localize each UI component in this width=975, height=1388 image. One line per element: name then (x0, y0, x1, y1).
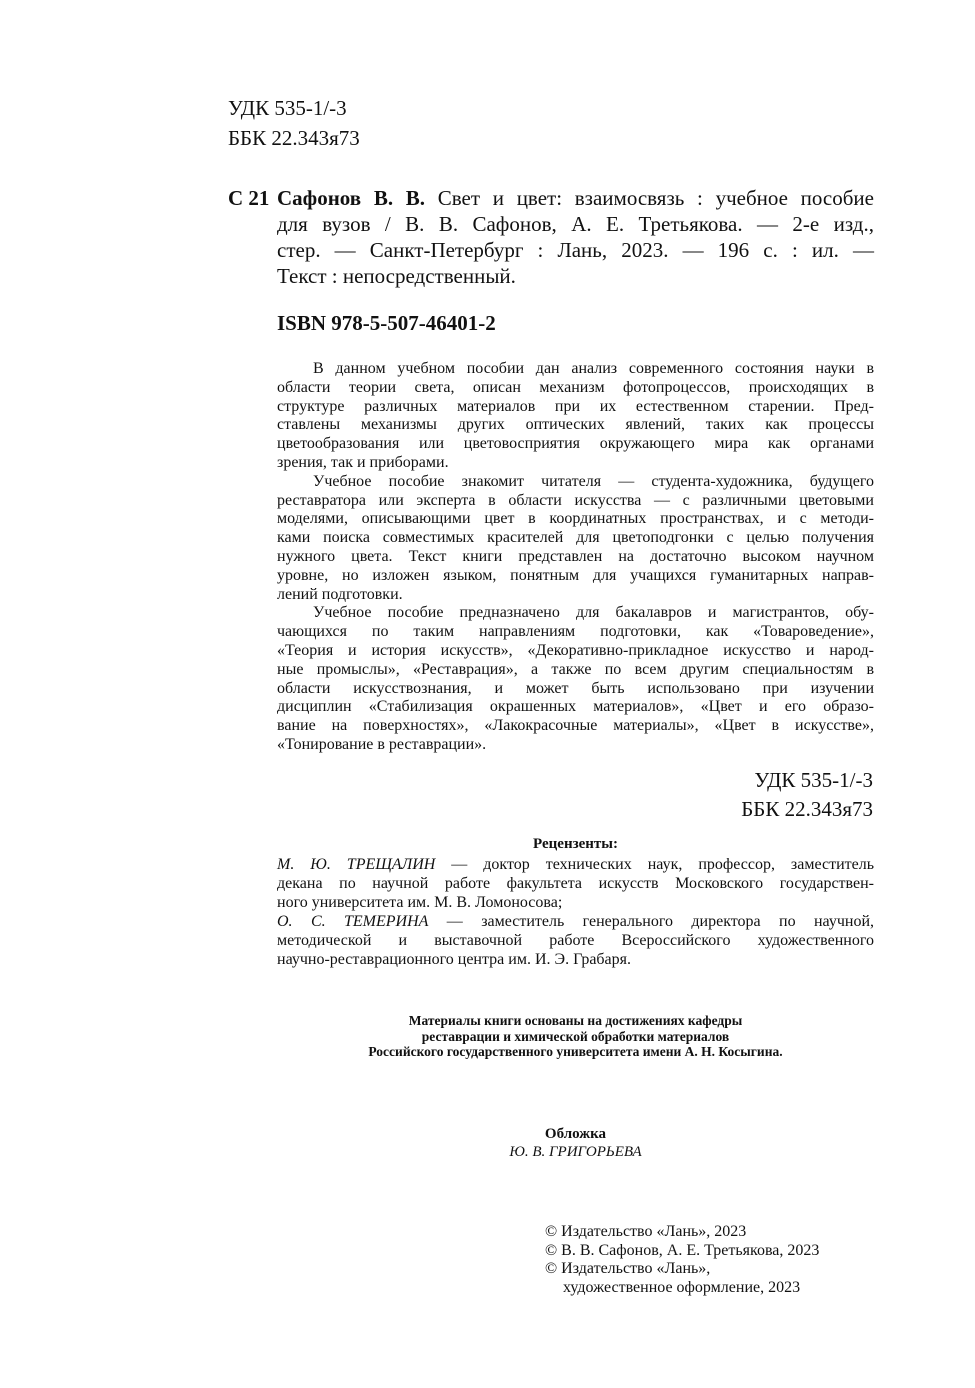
bbk-code: ББК 22.343я73 (741, 797, 873, 821)
annotation-line: зрения, так и приборами. (277, 453, 449, 471)
annotation-line: уровне, но изложен языком, понятным для учащихся гуманитарных направ- (277, 566, 874, 584)
copyright-block (545, 1223, 875, 1297)
reviewer-1-name: М. Ю. ТРЕЩАЛИН (277, 856, 436, 873)
reviewer-2-name: О. С. ТЕМЕРИНА (277, 913, 429, 930)
annotation-line: Учебное пособие предназначено для бакалавров и магистрантов, обу- (313, 604, 874, 622)
annotation-line: дисциплин «Стабилизация окрашенных материалов», «Цвет и его образо- (277, 698, 874, 716)
institution-note (277, 1013, 874, 1060)
catalog-entry (277, 185, 874, 289)
annotation-line: ные промыслы», «Реставрация», а также по всем другим специальностям в (277, 660, 874, 678)
annotation-line: чающихся по таким направлениям подготовки, как «Товароведение», (277, 623, 874, 641)
reviewer-2-desc: — заместитель генерального директора по научной, (428, 913, 874, 930)
reviewers-heading: Рецензенты: (533, 836, 618, 852)
catalog-line-2: для вузов / В. В. Сафонов, А. Е. Третьякова. — 2-е изд., (277, 212, 874, 236)
annotation-line: Учебное пособие знакомит читателя — студента-художника, будущего (313, 472, 874, 490)
cover-designer: Ю. В. ГРИГОРЬЕВА (509, 1144, 642, 1160)
annotation-line: области теории света, описан механизм фотопроцессов, происходящих в (277, 378, 874, 396)
annotation-line: цветообразования или цветовосприятия окружающего мира как органами (277, 435, 874, 453)
copyright-line-2: © В. В. Сафонов, А. Е. Третьякова, 2023 (545, 1241, 820, 1259)
annotation-line: моделями, описывающими цвет в координатных пространствах, и с методи- (277, 510, 874, 528)
catalog-line-4: Текст : непосредственный. (277, 264, 516, 288)
note-line-1: Материалы книги основаны на достижениях кафедры (408, 1013, 743, 1028)
annotation-line: лений подготовки. (277, 585, 403, 603)
annotation-line: ками поиска совместимых красителей для цветоподгонки с целью получения (277, 529, 874, 547)
catalog-code: С 21 (228, 186, 270, 210)
annotation-line: области искусствознания, и может быть использовано при изучении (277, 679, 874, 697)
reviewers-block (277, 855, 874, 969)
catalog-author: Сафонов В. В. (277, 186, 426, 210)
annotation-line: В данном учебном пособии дан анализ современного состояния науки в (313, 360, 874, 377)
note-line-2: реставрации и химической обработки материалов (421, 1028, 730, 1044)
copyright-line-3: © Издательство «Лань», (545, 1260, 711, 1277)
copyright-line-4: художественное оформление, 2023 (563, 1278, 801, 1296)
reviewer-2-line-3: научно-реставрационного центра им. И. Э. Грабаря. (277, 951, 632, 968)
annotation-line: вание на поверхностях», «Лакокрасочные материалы», «Цвет в искусстве», (277, 717, 874, 735)
catalog-title: Свет и цвет: взаимосвязь : учебное пособие (425, 186, 874, 210)
annotation-line: «Тонирование в реставрации». (277, 735, 487, 753)
annotation-line: нужного цвета. Текст книги представлен на достаточно высоком научном (277, 547, 874, 565)
annotation-line: структуре различных материалов при их естественном старении. Пред- (277, 397, 874, 415)
reviewer-1-desc: — доктор технических наук, профессор, заместитель (435, 856, 874, 873)
udk-bbk-top (228, 93, 360, 153)
cover-title: Обложка (544, 1126, 607, 1142)
udk-code: УДК 535-1/-3 (754, 768, 873, 792)
catalog-line-3: стер. — Санкт-Петербург : Лань, 2023. — 196 с. : ил. — (277, 238, 874, 262)
reviewer-1-line-2: декана по научной работе факультета искусств Московского государствен- (277, 875, 874, 892)
annotation-line: ставлены механизмы других оптических явлений, таких как процессы (277, 416, 874, 434)
bbk-code: ББК 22.343я73 (228, 126, 360, 150)
udk-bbk-bottom (620, 766, 873, 824)
udk-code: УДК 535-1/-3 (228, 96, 347, 120)
copyright-line-1: © Издательство «Лань», 2023 (545, 1223, 747, 1240)
catalog-line-1 (277, 185, 874, 211)
reviewer-1-line-3: ного университета им. М. В. Ломоносова; (277, 894, 563, 911)
annotation-line: «Теория и история искусств», «Декоративно-прикладное искусство и народ- (277, 641, 874, 659)
isbn: ISBN 978-5-507-46401-2 (277, 311, 496, 335)
annotation-line: реставратора или эксперта в области искусства — с различными цветовыми (277, 491, 874, 509)
note-line-3: Российского государственного университета имени А. Н. Косыгина. (368, 1044, 783, 1059)
reviewer-2-line-2: методической и выставочной работе Всероссийского художественного (277, 932, 874, 949)
annotation (277, 360, 874, 755)
reviewer-2-line-1 (277, 912, 874, 931)
reviewer-1-line-1 (277, 855, 874, 874)
cover-credit (277, 1125, 874, 1161)
